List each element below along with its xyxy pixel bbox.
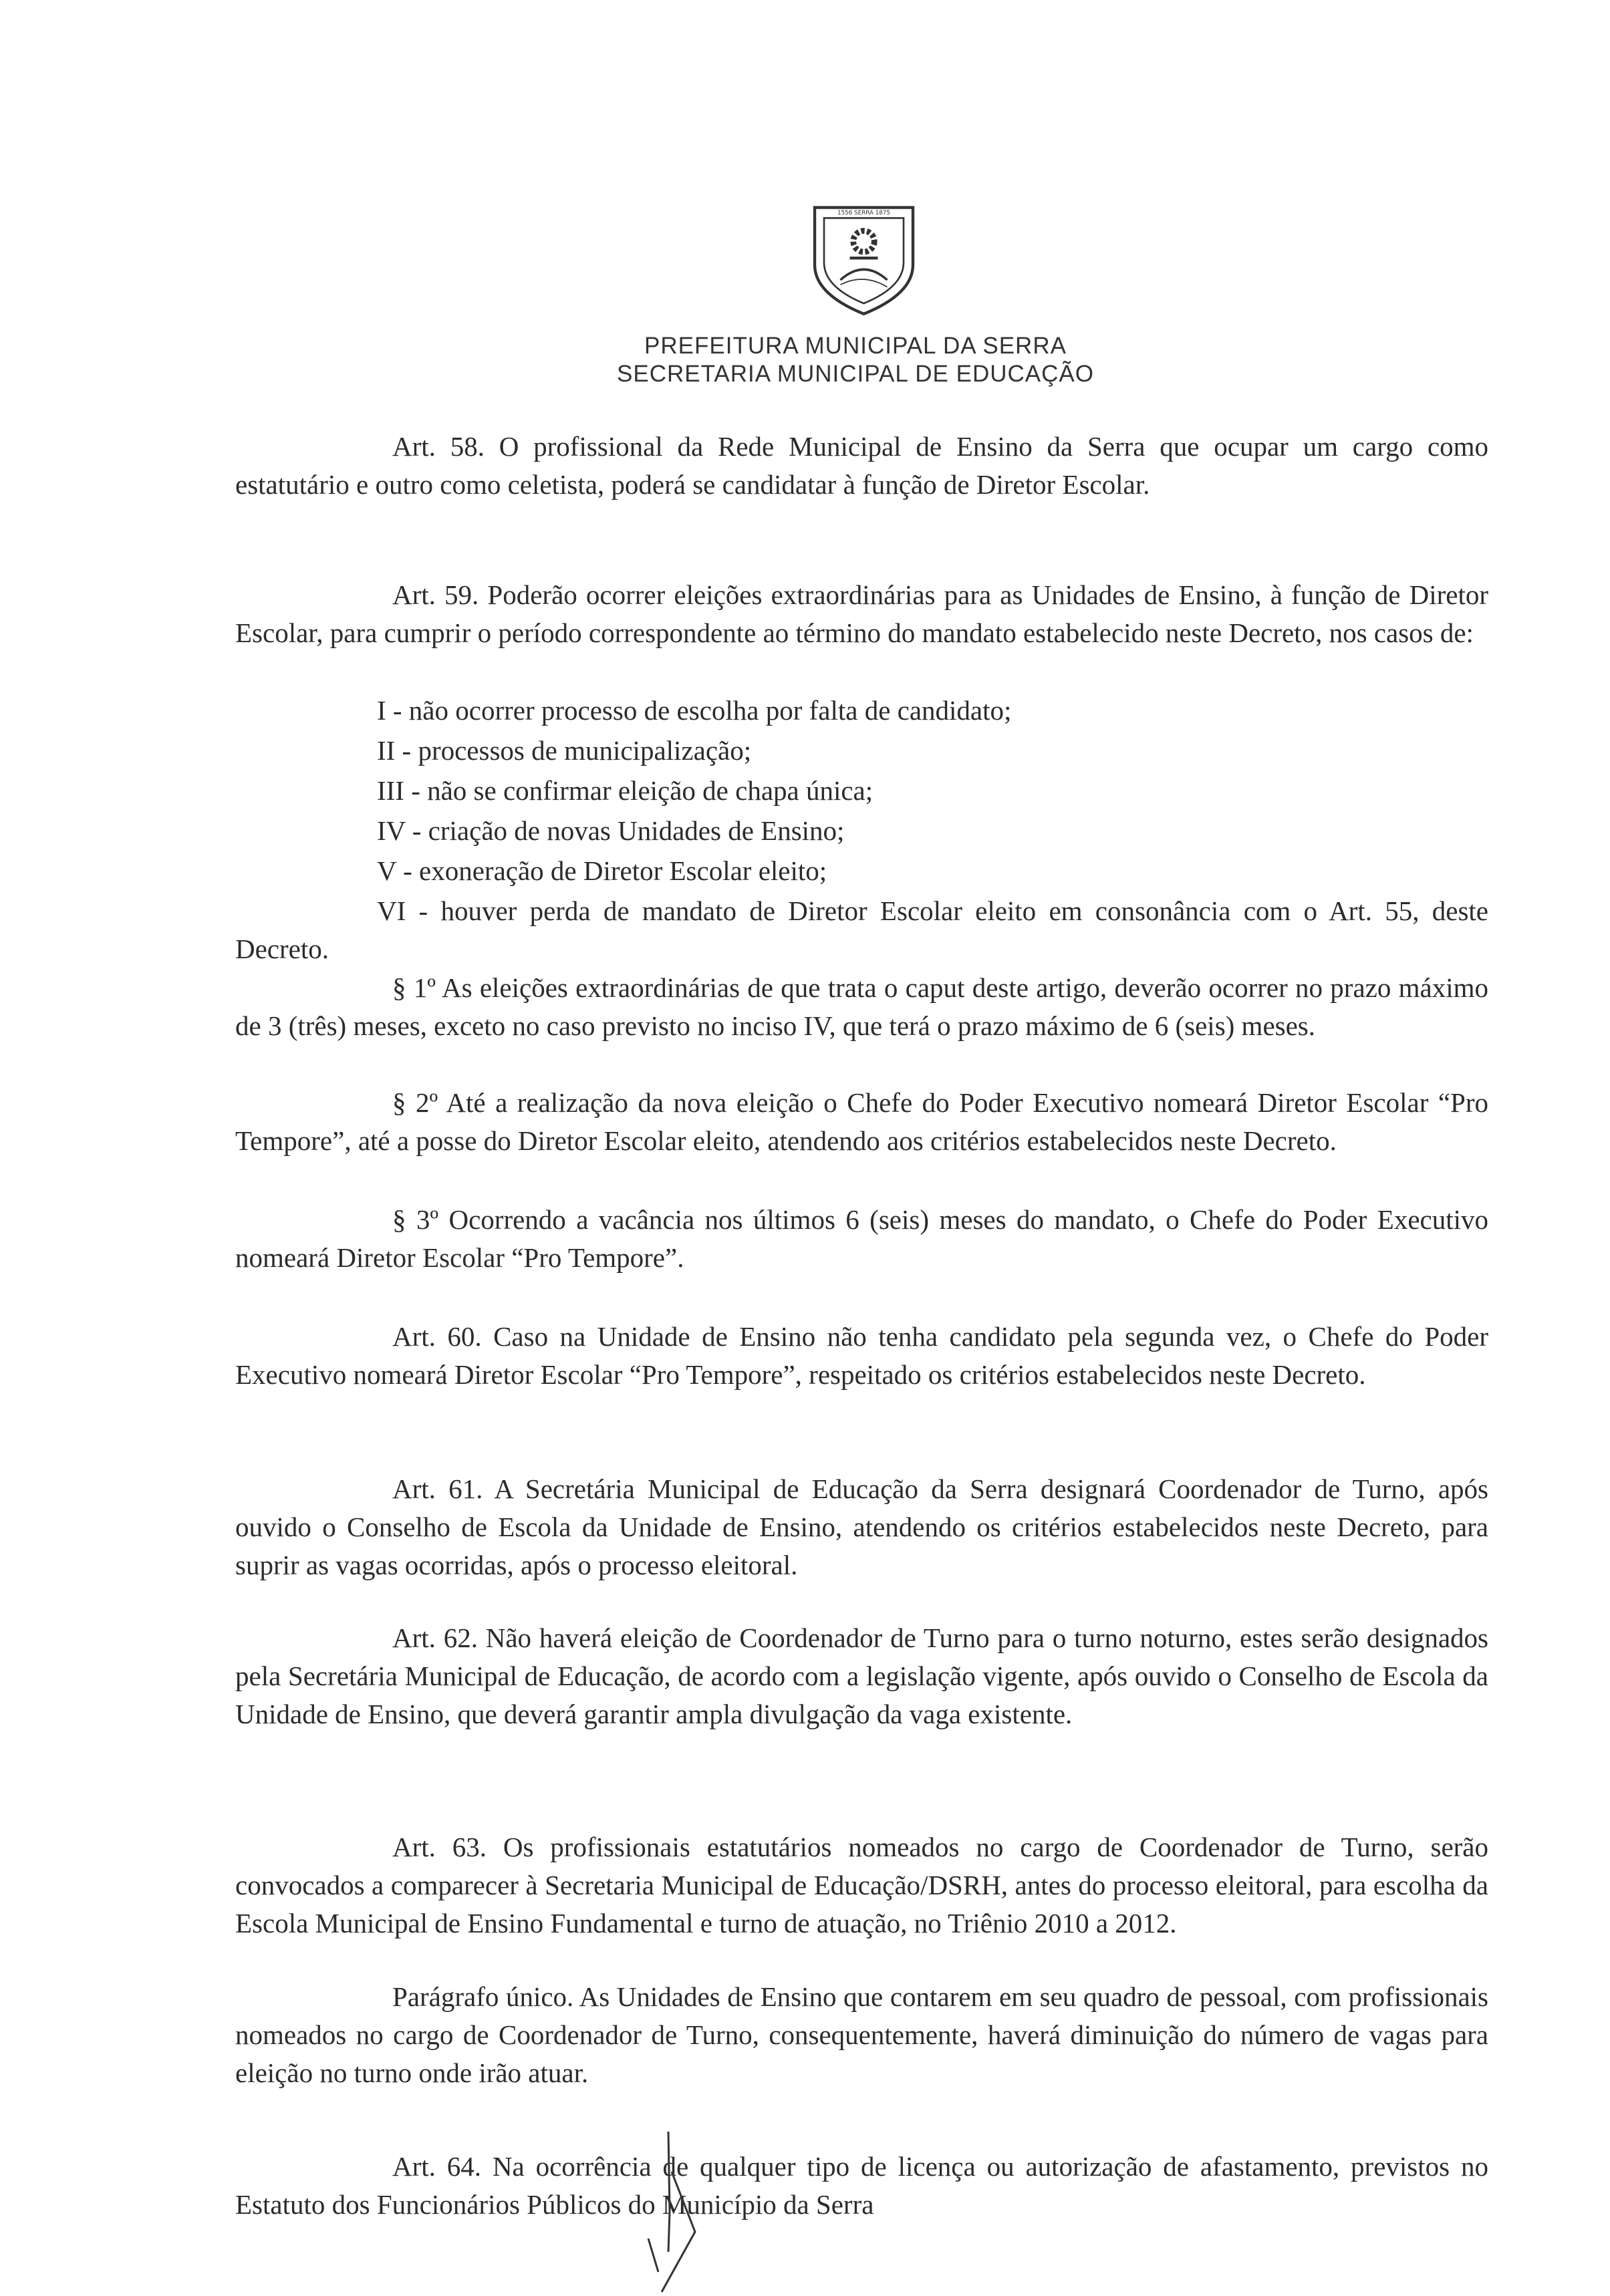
article-63: Art. 63. Os profissionais estatutários nomeados no cargo de Coordenador de Turno, serão convocados a comparecer à Secretaria Municipal de Educação/DSRH, antes do processo eleitoral, para escolha da Escola Municipal de Ensino Fundamental e turno de atuação, no Triênio 2010 a 2012. [235,1832,1488,1939]
article-58: Art. 58. O profissional da Rede Municipal de Ensino da Serra que ocupar um cargo como estatutário e outro como celetista, poderá se candidatar à função de Diretor Escolar. [235,431,1488,500]
article-62: Art. 62. Não haverá eleição de Coordenador de Turno para o turno noturno, estes serão designados pela Secretária Municipal de Educação, de acordo com a legislação vigente, após ouvido o Conselho de Escola da Unidade de Ensino, que deverá garantir ampla divulgação da vaga existente. [235,1622,1488,1729]
article-59-item-4: IV - criação de novas Unidades de Ensino; [377,815,845,846]
handwritten-initial-mark [622,2132,755,2296]
article-60: Art. 60. Caso na Unidade de Ensino não tenha candidato pela segunda vez, o Chefe do Poder Executivo nomeará Diretor Escolar “Pro Tempore”, respeitado os critérios estabelecidos neste Decreto. [235,1321,1488,1390]
article-59-item-2: II - processos de municipalização; [377,735,752,766]
article-59: Art. 59. Poderão ocorrer eleições extraordinárias para as Unidades de Ensino, à função de Diretor Escolar, para cumprir o período correspondente ao término do mandato estabelecido neste Decreto, nos casos de: [235,579,1488,648]
article-59-paragraph-1: § 1º As eleições extraordinárias de que trata o caput deste artigo, deverão ocorrer no prazo máximo de 3 (três) meses, exceto no caso previsto no inciso IV, que terá o prazo máximo de 6 (seis) meses. [235,972,1488,1041]
header-line-1: PREFEITURA MUNICIPAL DA SERRA [644,333,1067,359]
article-59-item-5: V - exoneração de Diretor Escolar eleito; [377,855,827,886]
article-59-paragraph-3: § 3º Ocorrendo a vacância nos últimos 6 (seis) meses do mandato, o Chefe do Poder Executivo nomeará Diretor Escolar “Pro Tempore”. [235,1204,1488,1273]
article-59-item-3: III - não se confirmar eleição de chapa única; [377,775,874,806]
article-59-paragraph-2: § 2º Até a realização da nova eleição o Chefe do Poder Executivo nomeará Diretor Escolar “Pro Tempore”, até a posse do Diretor Escolar eleito, atendendo aos critérios estabelecidos neste Decreto. [235,1087,1488,1156]
svg-text:1556 SERRA 1875: 1556 SERRA 1875 [837,210,890,217]
article-61: Art. 61. A Secretária Municipal de Educação da Serra designará Coordenador de Turno, após ouvido o Conselho de Escola da Unidade de Ensino, atendendo os critérios estabelecidos neste Decreto, para suprir as vagas ocorridas, após o processo eleitoral. [235,1473,1488,1580]
article-64: Art. 64. Na ocorrência de qualquer tipo de licença ou autorização de afastamento, previstos no Estatuto dos Funcionários Públicos do Município da Serra [235,2151,1488,2220]
header-line-2: SECRETARIA MUNICIPAL DE EDUCAÇÃO [617,361,1094,387]
article-59-item-6: VI - houver perda de mandato de Diretor Escolar eleito em consonância com o Art. 55, deste Decreto. [235,895,1488,964]
municipal-crest-logo [805,200,922,317]
article-63-sole-paragraph: Parágrafo único. As Unidades de Ensino que contarem em seu quadro de pessoal, com profissionais nomeados no cargo de Coordenador de Turno, consequentemente, haverá diminuição do número de vagas para eleição no turno onde irão atuar. [235,1981,1488,2088]
article-59-item-1: I - não ocorrer processo de escolha por falta de candidato; [377,695,1012,726]
